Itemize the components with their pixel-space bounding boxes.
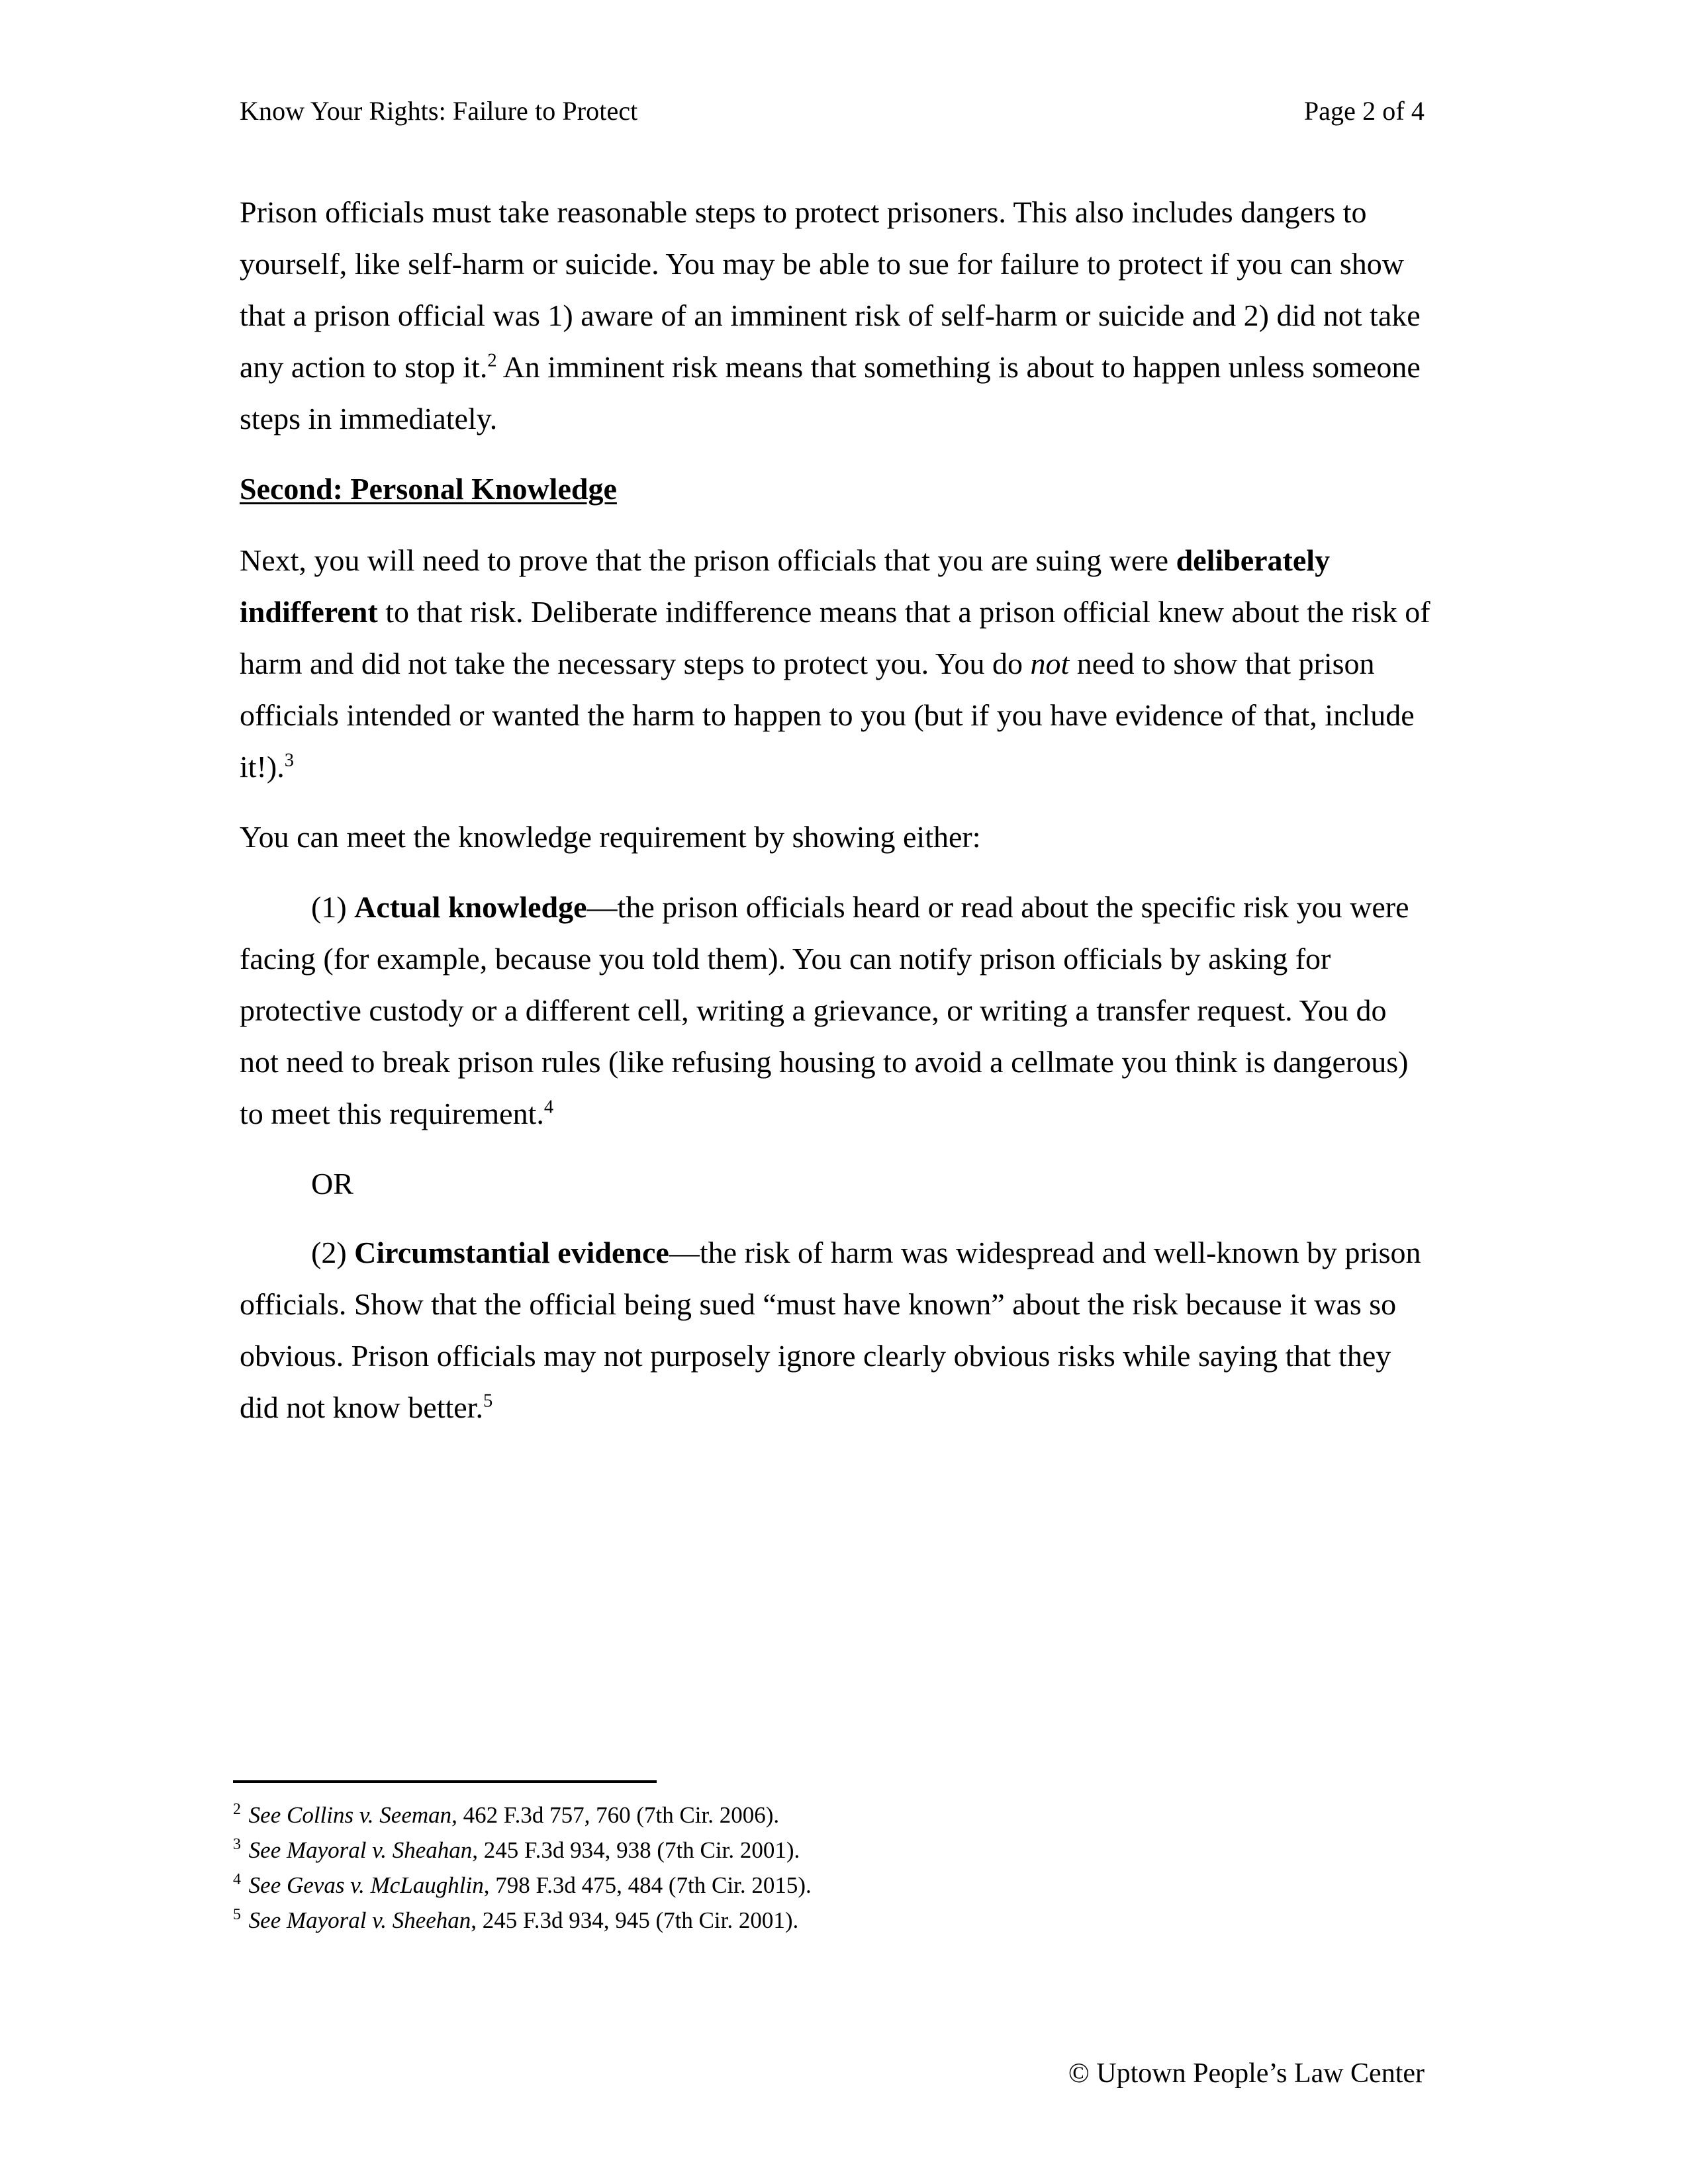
paragraph-intro-text-b: An imminent risk means that something is about to happen unless someone steps in immediately.: [240, 350, 1421, 435]
footnote-ref-5[interactable]: 5: [483, 1390, 493, 1412]
body-content: [240, 187, 1431, 1452]
item1-bold-actual-knowledge: Actual knowledge: [354, 890, 587, 924]
list-item-circumstantial-evidence: [240, 1227, 1431, 1433]
footnote-case-name: See Mayoral v. Sheahan: [248, 1837, 473, 1863]
list-separator-or: OR: [311, 1167, 353, 1201]
footnote-ref-4[interactable]: 4: [543, 1097, 554, 1118]
footnote-number: 5: [233, 1906, 241, 1924]
heading-second-label: Second: Personal Knowledge: [240, 472, 617, 506]
item2-text: —the risk of harm was widespread and well-known by prison officials. Show that the official being sued “must have known” about the risk because it was so obvious. Prison officials may not purposely ignore clearly obvious risks while saying that they did not know better.: [240, 1236, 1421, 1424]
running-head-title: Know Your Rights: Failure to Protect: [240, 96, 638, 126]
footnote-ref-3[interactable]: 3: [284, 750, 294, 771]
footnote-section: [233, 1780, 1425, 1938]
para2-bold-deliberately-indifferent: deliberately indifferent: [240, 543, 1331, 629]
footnote-list: [233, 1797, 1425, 1938]
footnote-item: [233, 1868, 1425, 1903]
footnote-item: [233, 1903, 1425, 1938]
list-item-actual-knowledge: [240, 882, 1431, 1140]
footnote-citation: , 798 F.3d 475, 484 (7th Cir. 2015).: [483, 1872, 812, 1898]
footnote-case-name: See Gevas v. McLaughlin: [248, 1872, 484, 1898]
footnote-citation: , 245 F.3d 934, 938 (7th Cir. 2001).: [472, 1837, 800, 1863]
page-footer: [240, 2058, 1425, 2089]
footnote-number: 2: [233, 1801, 241, 1819]
item2-bold-circumstantial-evidence: Circumstantial evidence: [354, 1236, 669, 1269]
footnote-item: [233, 1833, 1425, 1868]
footnote-number: 4: [233, 1871, 241, 1889]
paragraph-intro: [240, 187, 1431, 445]
footnote-case-name: See Collins v. Seeman: [248, 1802, 452, 1828]
footnote-citation: , 245 F.3d 934, 945 (7th Cir. 2001).: [471, 1907, 799, 1933]
item1-number: (1): [311, 890, 355, 924]
footnote-case-name: See Mayoral v. Sheehan: [248, 1907, 471, 1933]
footnote-ref-2[interactable]: 2: [487, 350, 497, 371]
page-number: Page 2 of 4: [1303, 96, 1425, 126]
running-head: [240, 98, 1425, 124]
para2-text-a: Next, you will need to prove that the prison officials that you are suing were: [240, 543, 1176, 577]
paragraph-intro-text-a: Prison officials must take reasonable steps to protect prisoners. This also includes dangers to yourself, like self-harm or suicide. You may be able to sue for failure to protect if you can show that a prison official was 1) aware of an imminent risk of self-harm or suicide and 2) did not take any action to stop it.: [240, 195, 1421, 384]
para2-italic-not: not: [1030, 647, 1070, 680]
item2-number: (2): [311, 1236, 355, 1269]
footnote-number: 3: [233, 1836, 241, 1854]
heading-second-personal-knowledge: [240, 463, 1431, 515]
para2-text-b: to that risk. Deliberate indifference means that a prison official knew about the risk of harm and did not take the necessary steps to protect you. You do: [240, 595, 1430, 680]
footnote-item: [233, 1797, 1425, 1833]
footnote-separator-rule: [233, 1780, 657, 1783]
para2-text-c: need to show that prison officials intended or wanted the harm to happen to you (but if you have evidence of that, include it!).: [240, 647, 1415, 784]
item1-text: —the prison officials heard or read about the specific risk you were facing (for example, because you told them). You can notify prison officials by asking for protective custody or a different cell, writing a grievance, or writing a transfer request. You do not need to break prison rules (like refusing housing to avoid a cellmate you think is dangerous) to meet this requirement.: [240, 890, 1409, 1130]
paragraph-deliberate-indifference: [240, 535, 1431, 793]
footnote-citation: , 462 F.3d 757, 760 (7th Cir. 2006).: [451, 1802, 780, 1828]
copyright-notice: © Uptown People’s Law Center: [1068, 2058, 1425, 2089]
paragraph-knowledge-requirement: You can meet the knowledge requirement by showing either:: [240, 820, 981, 854]
